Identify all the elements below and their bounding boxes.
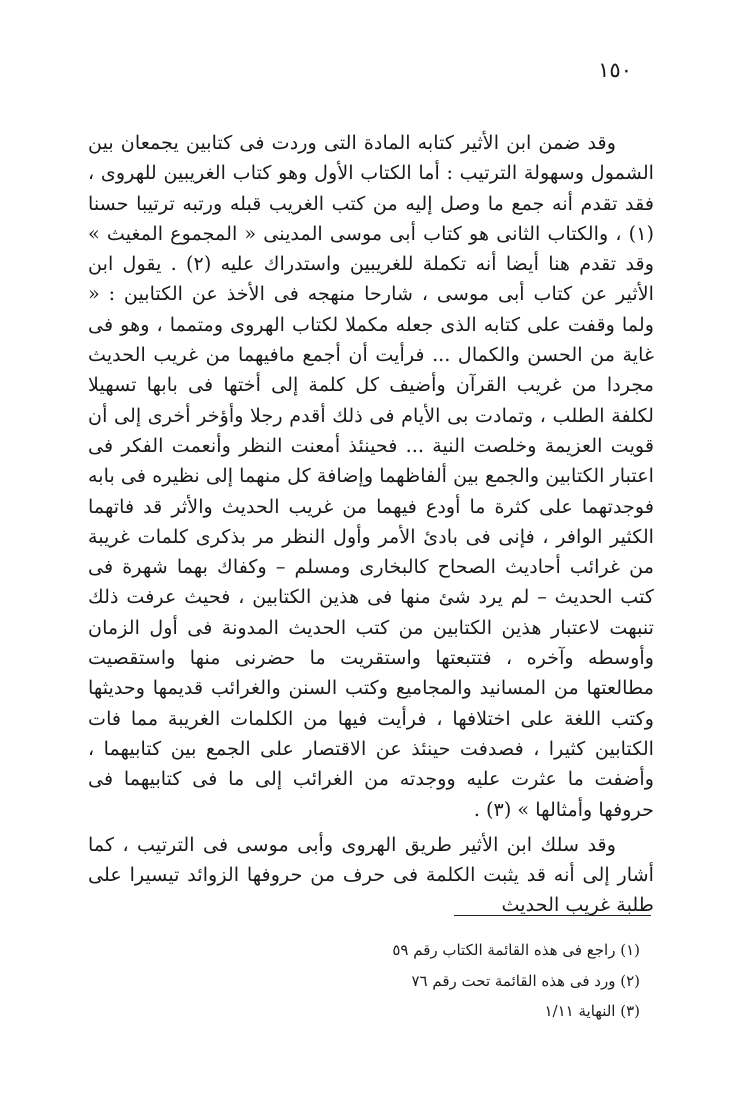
paragraph: وقد سلك ابن الأثير طريق الهروى وأبى موسى فى الترتيب ، كما أشار إلى أنه قد يثبت الكلمة فى حرف من حروفها الزوائد تيسيرا على طلبة غريب الحديث (88, 832, 654, 917)
footnotes (240, 935, 640, 1027)
footnote-3: (٣) النهاية ١/١١ (544, 1002, 640, 1020)
page-number: ١٥٠ (598, 58, 632, 82)
footnote-2: (٢) ورد فى هذه القائمة تحت رقم ٧٦ (411, 971, 640, 990)
main-text (88, 128, 654, 921)
paragraph: وقد ضمن ابن الأثير كتابه المادة التى وردت فى كتابين يجمعان بين الشمول وسهولة الترتيب : أما الكتاب الأول وهو كتاب الغريبين للهروى ، فقد تقدم أنه جمع ما وصل إليه من كتب الغريب قبله ورتبه ترتيبا حسنا (١) ، والكتاب الثانى هو كتاب أبى موسى المدينى « المجموع المغيث » وقد تقدم هنا أيضا أنه تكملة للغريبين واستدراك عليه (٢) . يقول ابن الأثير عن كتاب أبى موسى ، شارحا منهجه فى الأخذ عن الكتابين : « ولما وقفت على كتابه الذى جعله مكملا لكتاب الهروى ومتمما ، وهو فى غاية من الحسن والكمال ... فرأيت أن أجمع مافيهما من غريب الحديث مجردا من غريب القرآن وأضيف كل كلمة إلى أختها فى بابها تسهيلا لكلفة الطلب ، وتمادت بى الأيام فى ذلك أقدم رجلا وأؤخر أخرى إلى أن قويت العزيمة وخلصت النية ... فحينئذ أمعنت النظر وأنعمت الفكر فى اعتبار الكتابين والجمع بين ألفاظهما وإضافة كل منهما إلى نظيره فى بابه فوجدتهما على كثرة ما أودع فيهما من غريب الحديث والأثر قد فاتهما الكثير الوافر ، فإنى فى بادئ الأمر وأول النظر مر بذكرى كلمات غريبة من غرائب أحاديث الصحاح كالبخارى ومسلم – وكفاك بهما شهرة فى كتب الحديث – لم يرد شئ منها فى هذين الكتابين ، فحيث عرفت ذلك تنبهت لاعتبار هذين الكتابين من كتب الحديث المدونة فى أول الزمان وأوسطه وآخره ، فتتبعتها واستقريت ما حضرنى منها واستقصيت مطالعتها من المسانيد والمجاميع وكتب السنن والغرائب قديمها وحديثها وكتب اللغة على اختلافها ، فرأيت فيها من الكلمات الغريبة مما فات الكتابين كثيرا ، فصدفت حينئذ عن الاقتصار على الجمع بين كتابيهما ، وأضفت ما عثرت عليه ووجدته من الغرائب إلى ما فى كتابيهما فى حروفها وأمثالها » (٣) . (88, 131, 654, 821)
footnote-1: (١) راجع فى هذه القائمة الكتاب رقم ٥٩ (392, 941, 640, 959)
footnote-divider (454, 915, 651, 916)
